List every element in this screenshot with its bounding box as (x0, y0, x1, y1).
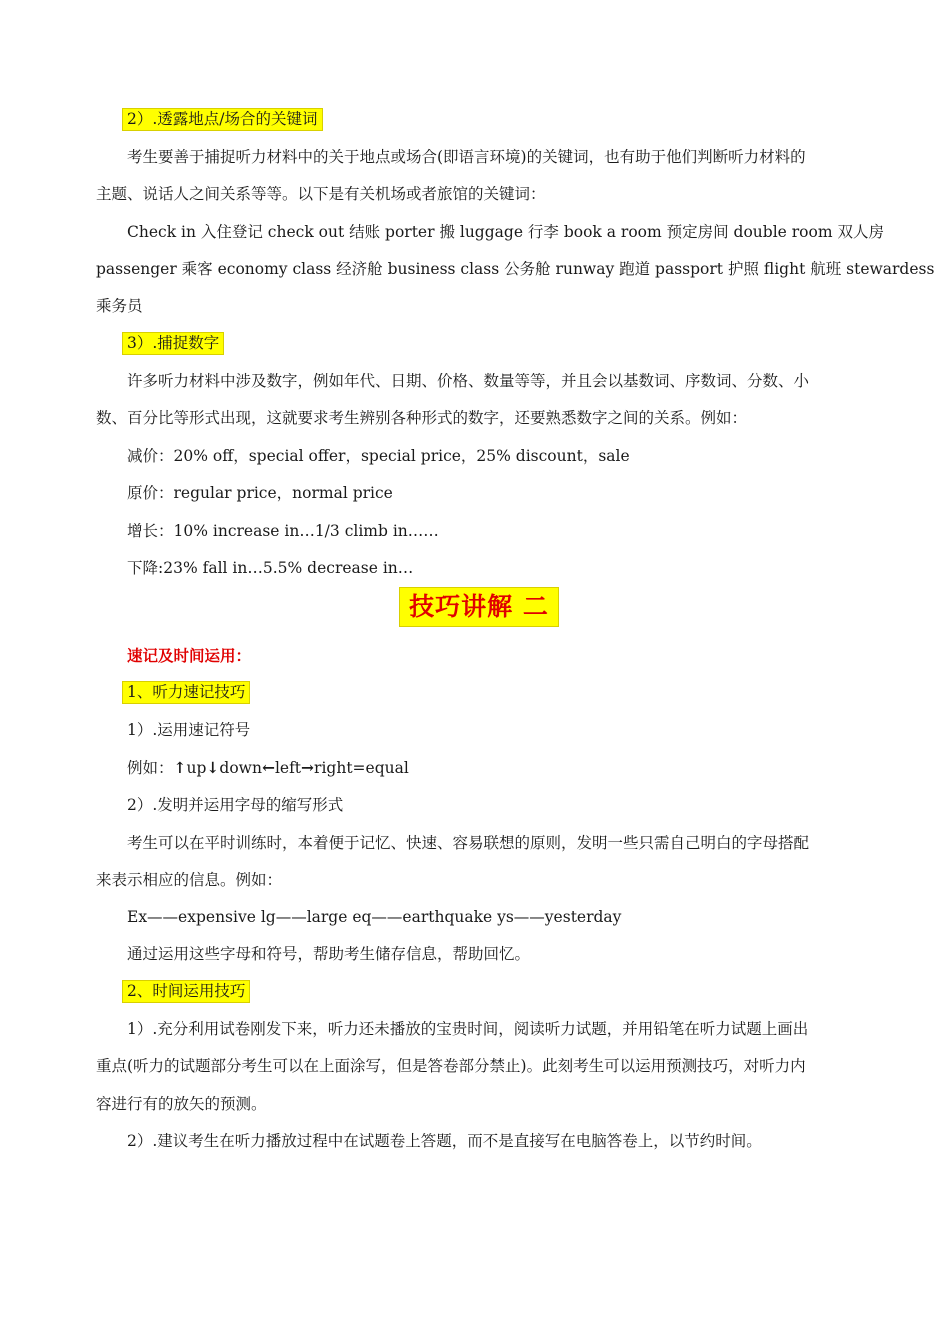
example-left: left (274, 759, 302, 777)
paragraph-line: 1）.运用速记符号 (127, 721, 251, 739)
example-line: 下降:23% fall in…5.5% decrease in… (127, 559, 414, 577)
paragraph-line: 通过运用这些字母和符号，帮助考生储存信息，帮助回忆。 (127, 945, 531, 963)
paragraph-line: 2）.建议考生在听力播放过程中在试题卷上答题，而不是直接写在电脑答卷上，以节约时间。 (127, 1132, 762, 1150)
paragraph-line: 许多听力材料中涉及数字，例如年代、日期、价格、数量等等，并且会以基数词、序数词、分数、小 (127, 372, 810, 390)
paragraph-line: 考生可以在平时训练时，本着便于记忆、快速、容易联想的原则，发明一些只需自己明白的字母搭配 (127, 834, 810, 852)
paragraph-line: 2）.发明并运用字母的缩写形式 (127, 796, 344, 814)
keyword-list-line: 乘务员 (96, 297, 143, 315)
subsection-heading-time-usage: 2、时间运用技巧 (122, 981, 250, 1001)
keyword-list-line: Check in 入住登记 check out 结账 porter 搬 luggage 行李 book a room 预定房间 double room 双人房 (127, 223, 884, 241)
example-line: 减价：20% off，special offer，special price，25% discount，sale (127, 447, 630, 465)
down-arrow-icon: ↓ (206, 758, 220, 777)
up-arrow-icon: ↑ (173, 758, 187, 777)
keyword-list-line: passenger 乘客 economy class 经济舱 business class 公务舱 runway 跑道 passport 护照 flight 航班 stewardess (96, 260, 935, 278)
subsection-heading-numbers: 3）.捕捉数字 (122, 333, 224, 353)
subsection-heading-shorthand: 1、听力速记技巧 (122, 682, 250, 702)
paragraph-line: 主题、说话人之间关系等等。以下是有关机场或者旅馆的关键词： (96, 185, 546, 203)
paragraph-line: 容进行有的放矢的预测。 (96, 1095, 267, 1113)
paragraph-line: 数、百分比等形式出现，这就要求考生辨别各种形式的数字，还要熟悉数字之间的关系。例如： (96, 409, 748, 427)
example-up: up (186, 759, 207, 777)
left-arrow-icon: ← (261, 758, 275, 777)
example-line: 增长：10% increase in…1/3 climb in…… (127, 522, 439, 540)
paragraph-line: 1）.充分利用试卷刚发下来，听力还未播放的宝贵时间，阅读听力试题，并用铅笔在听力试题上画出 (127, 1020, 809, 1038)
example-right: right=equal (314, 759, 409, 777)
paragraph-line: 来表示相应的信息。例如： (96, 871, 283, 889)
section-title: 技巧讲解 二 (399, 587, 559, 627)
abbreviation-example-line: Ex——expensive lg——large eq——earthquake ys——yesterday (127, 908, 622, 926)
red-label: 速记及时间运用： (127, 646, 252, 665)
example-prefix: 例如： (127, 759, 174, 777)
paragraph-line: 重点(听力的试题部分考生可以在上面涂写，但是答卷部分禁止)。此刻考生可以运用预测技巧，对听力内 (96, 1057, 806, 1075)
subsection-heading-location-keywords: 2）.透露地点/场合的关键词 (122, 109, 323, 129)
example-down: down (219, 759, 262, 777)
paragraph-line: 考生要善于捕捉听力材料中的关于地点或场合(即语言环境)的关键词，也有助于他们判断听力材料的 (127, 148, 806, 166)
example-line: 原价：regular price，normal price (127, 484, 393, 502)
shorthand-example-line (127, 758, 409, 778)
right-arrow-icon: → (301, 758, 315, 777)
